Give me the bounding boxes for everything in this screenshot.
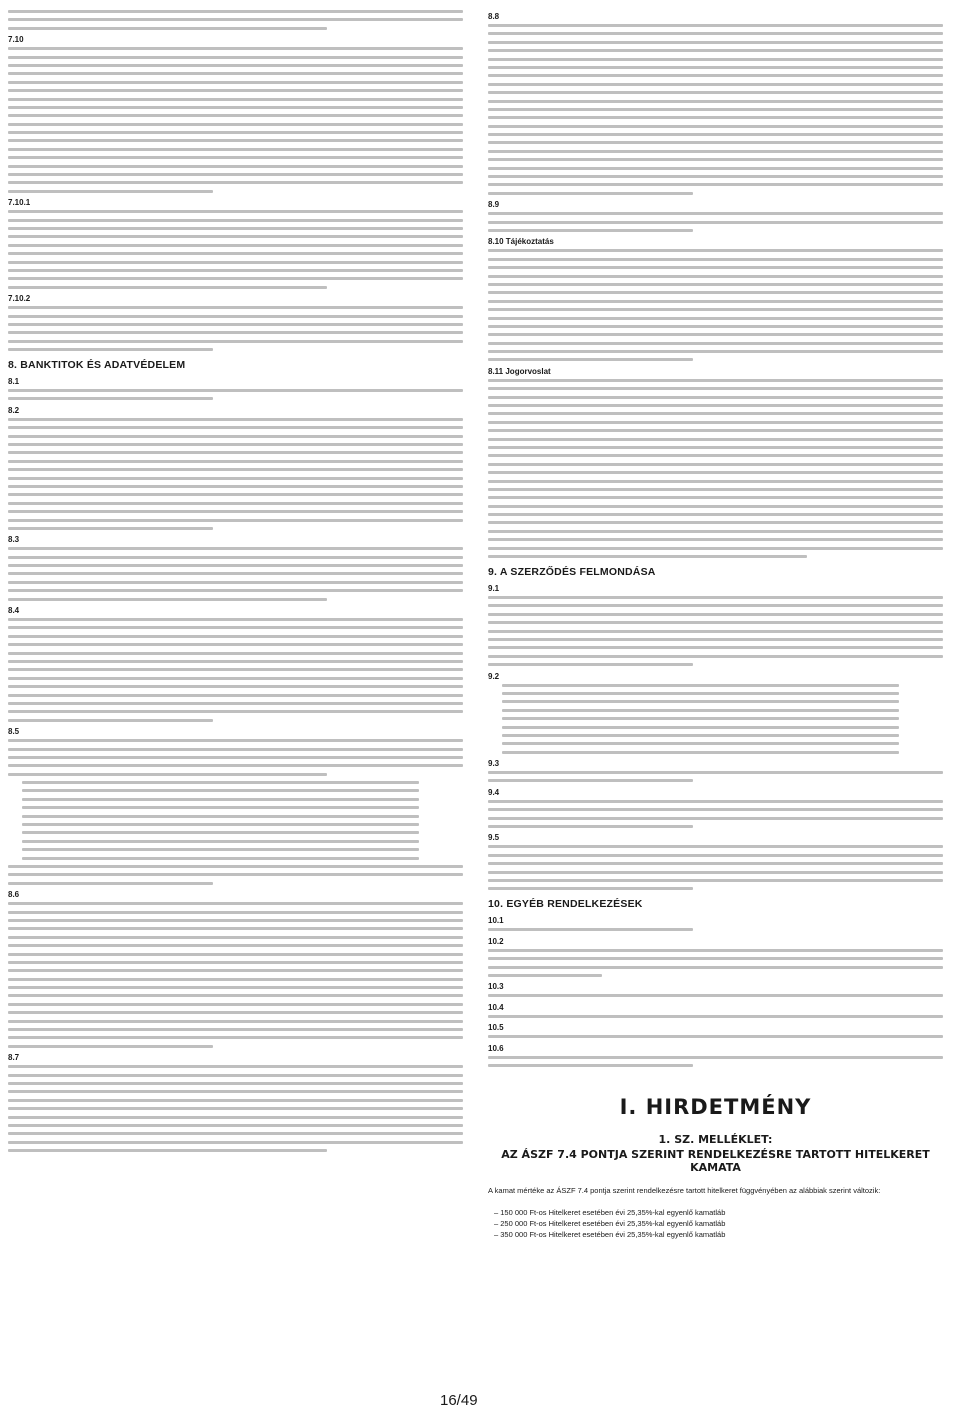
paragraph-10-5 [488, 1035, 943, 1038]
paragraph-7-10-2 [8, 306, 463, 351]
paragraph-8-8 [488, 24, 943, 195]
paragraph-intro [8, 10, 463, 30]
paragraph-8-2 [8, 418, 463, 530]
clause-10-1: 10.1 [488, 916, 504, 926]
annex-title: 1. SZ. MELLÉKLET: [658, 1132, 773, 1146]
clause-8-1: 8.1 [8, 377, 20, 387]
bullet-list-databases [22, 781, 463, 860]
paragraph-10-3 [488, 994, 943, 997]
paragraph-8-5 [8, 739, 463, 776]
clause-10-6: 10.6 [488, 1043, 504, 1053]
left-column [8, 10, 463, 1157]
paragraph-10-2 [488, 949, 943, 977]
paragraph-9-4 [488, 800, 943, 828]
clause-10-5: 10.5 [488, 1023, 504, 1033]
paragraph-7-10 [8, 47, 463, 193]
paragraph-8-10 [488, 249, 943, 361]
paragraph-10-1 [488, 928, 943, 931]
clause-8-8: 8.8 [488, 12, 500, 21]
page-number: 16/49 [440, 1392, 478, 1409]
clause-8-9: 8.9 [488, 200, 500, 210]
clause-8-7: 8.7 [8, 1053, 20, 1063]
clause-9-3: 9.3 [488, 759, 500, 769]
bullet-list-9-2 [502, 684, 943, 754]
paragraph-8-6 [8, 902, 463, 1048]
paragraph-8-11 [488, 379, 943, 558]
clause-9-4: 9.4 [488, 787, 500, 797]
paragraph-9-5 [488, 845, 943, 890]
paragraph-9-3 [488, 771, 943, 782]
clause-7-10-1: 7.10.1 [8, 198, 31, 208]
clause-8-3: 8.3 [8, 535, 20, 545]
clause-8-6: 8.6 [8, 890, 20, 900]
clause-9-1: 9.1 [488, 584, 500, 594]
paragraph-8-9 [488, 212, 943, 232]
paragraph-8-7 [8, 1065, 463, 1152]
rate-item: – 250 000 Ft-os Hitelkeret esetében évi 25,35%-kal egyenlő kamatláb [494, 1218, 726, 1228]
section-10-title: 10. EGYÉB RENDELKEZÉSEK [488, 898, 643, 911]
clause-8-4: 8.4 [8, 606, 20, 616]
rate-item: – 350 000 Ft-os Hitelkeret esetében évi 25,35%-kal egyenlő kamatláb [494, 1229, 726, 1239]
clause-7-10-2: 7.10.2 [8, 294, 31, 304]
clause-7-10: 7.10 [8, 35, 24, 45]
clause-10-3: 10.3 [488, 982, 504, 992]
paragraph-10-4 [488, 1015, 943, 1018]
clause-8-5: 8.5 [8, 727, 20, 737]
paragraph-9-1 [488, 596, 943, 666]
paragraph-8-4 [8, 618, 463, 722]
paragraph-8-1 [8, 389, 463, 400]
paragraph-8-3 [8, 547, 463, 600]
rate-list [488, 1207, 943, 1240]
clause-10-2: 10.2 [488, 936, 504, 946]
paragraph-7-10-1 [8, 210, 463, 289]
clause-9-5: 9.5 [488, 833, 500, 843]
section-8-title: 8. BANKTITOK ÉS ADATVÉDELEM [8, 359, 186, 372]
rate-lead-text: A kamat mértéke az ÁSZF 7.4 pontja szerint rendelkezésre tartott hitelkeret függvényében az alábbiak szerint változik: [488, 1185, 881, 1195]
annex-subtitle: AZ ÁSZF 7.4 PONTJA SZERINT RENDELKEZÉSRE TARTOTT HITELKERET KAMATA [501, 1147, 930, 1174]
subheading-8-10: 8.10 Tájékoztatás [488, 237, 554, 247]
clause-9-2: 9.2 [488, 671, 500, 681]
announcement-title: I. HIRDETMÉNY [619, 1094, 812, 1119]
rate-item: – 150 000 Ft-os Hitelkeret esetében évi 25,35%-kal egyenlő kamatláb [494, 1207, 726, 1217]
subheading-8-11: 8.11 Jogorvoslat [488, 366, 551, 376]
section-9-title: 9. A SZERZŐDÉS FELMONDÁSA [488, 566, 656, 579]
paragraph-10-6 [488, 1056, 943, 1067]
clause-8-2: 8.2 [8, 405, 20, 415]
right-column [488, 10, 943, 1240]
clause-10-4: 10.4 [488, 1002, 504, 1012]
paragraph-8-5-cont [8, 865, 463, 885]
